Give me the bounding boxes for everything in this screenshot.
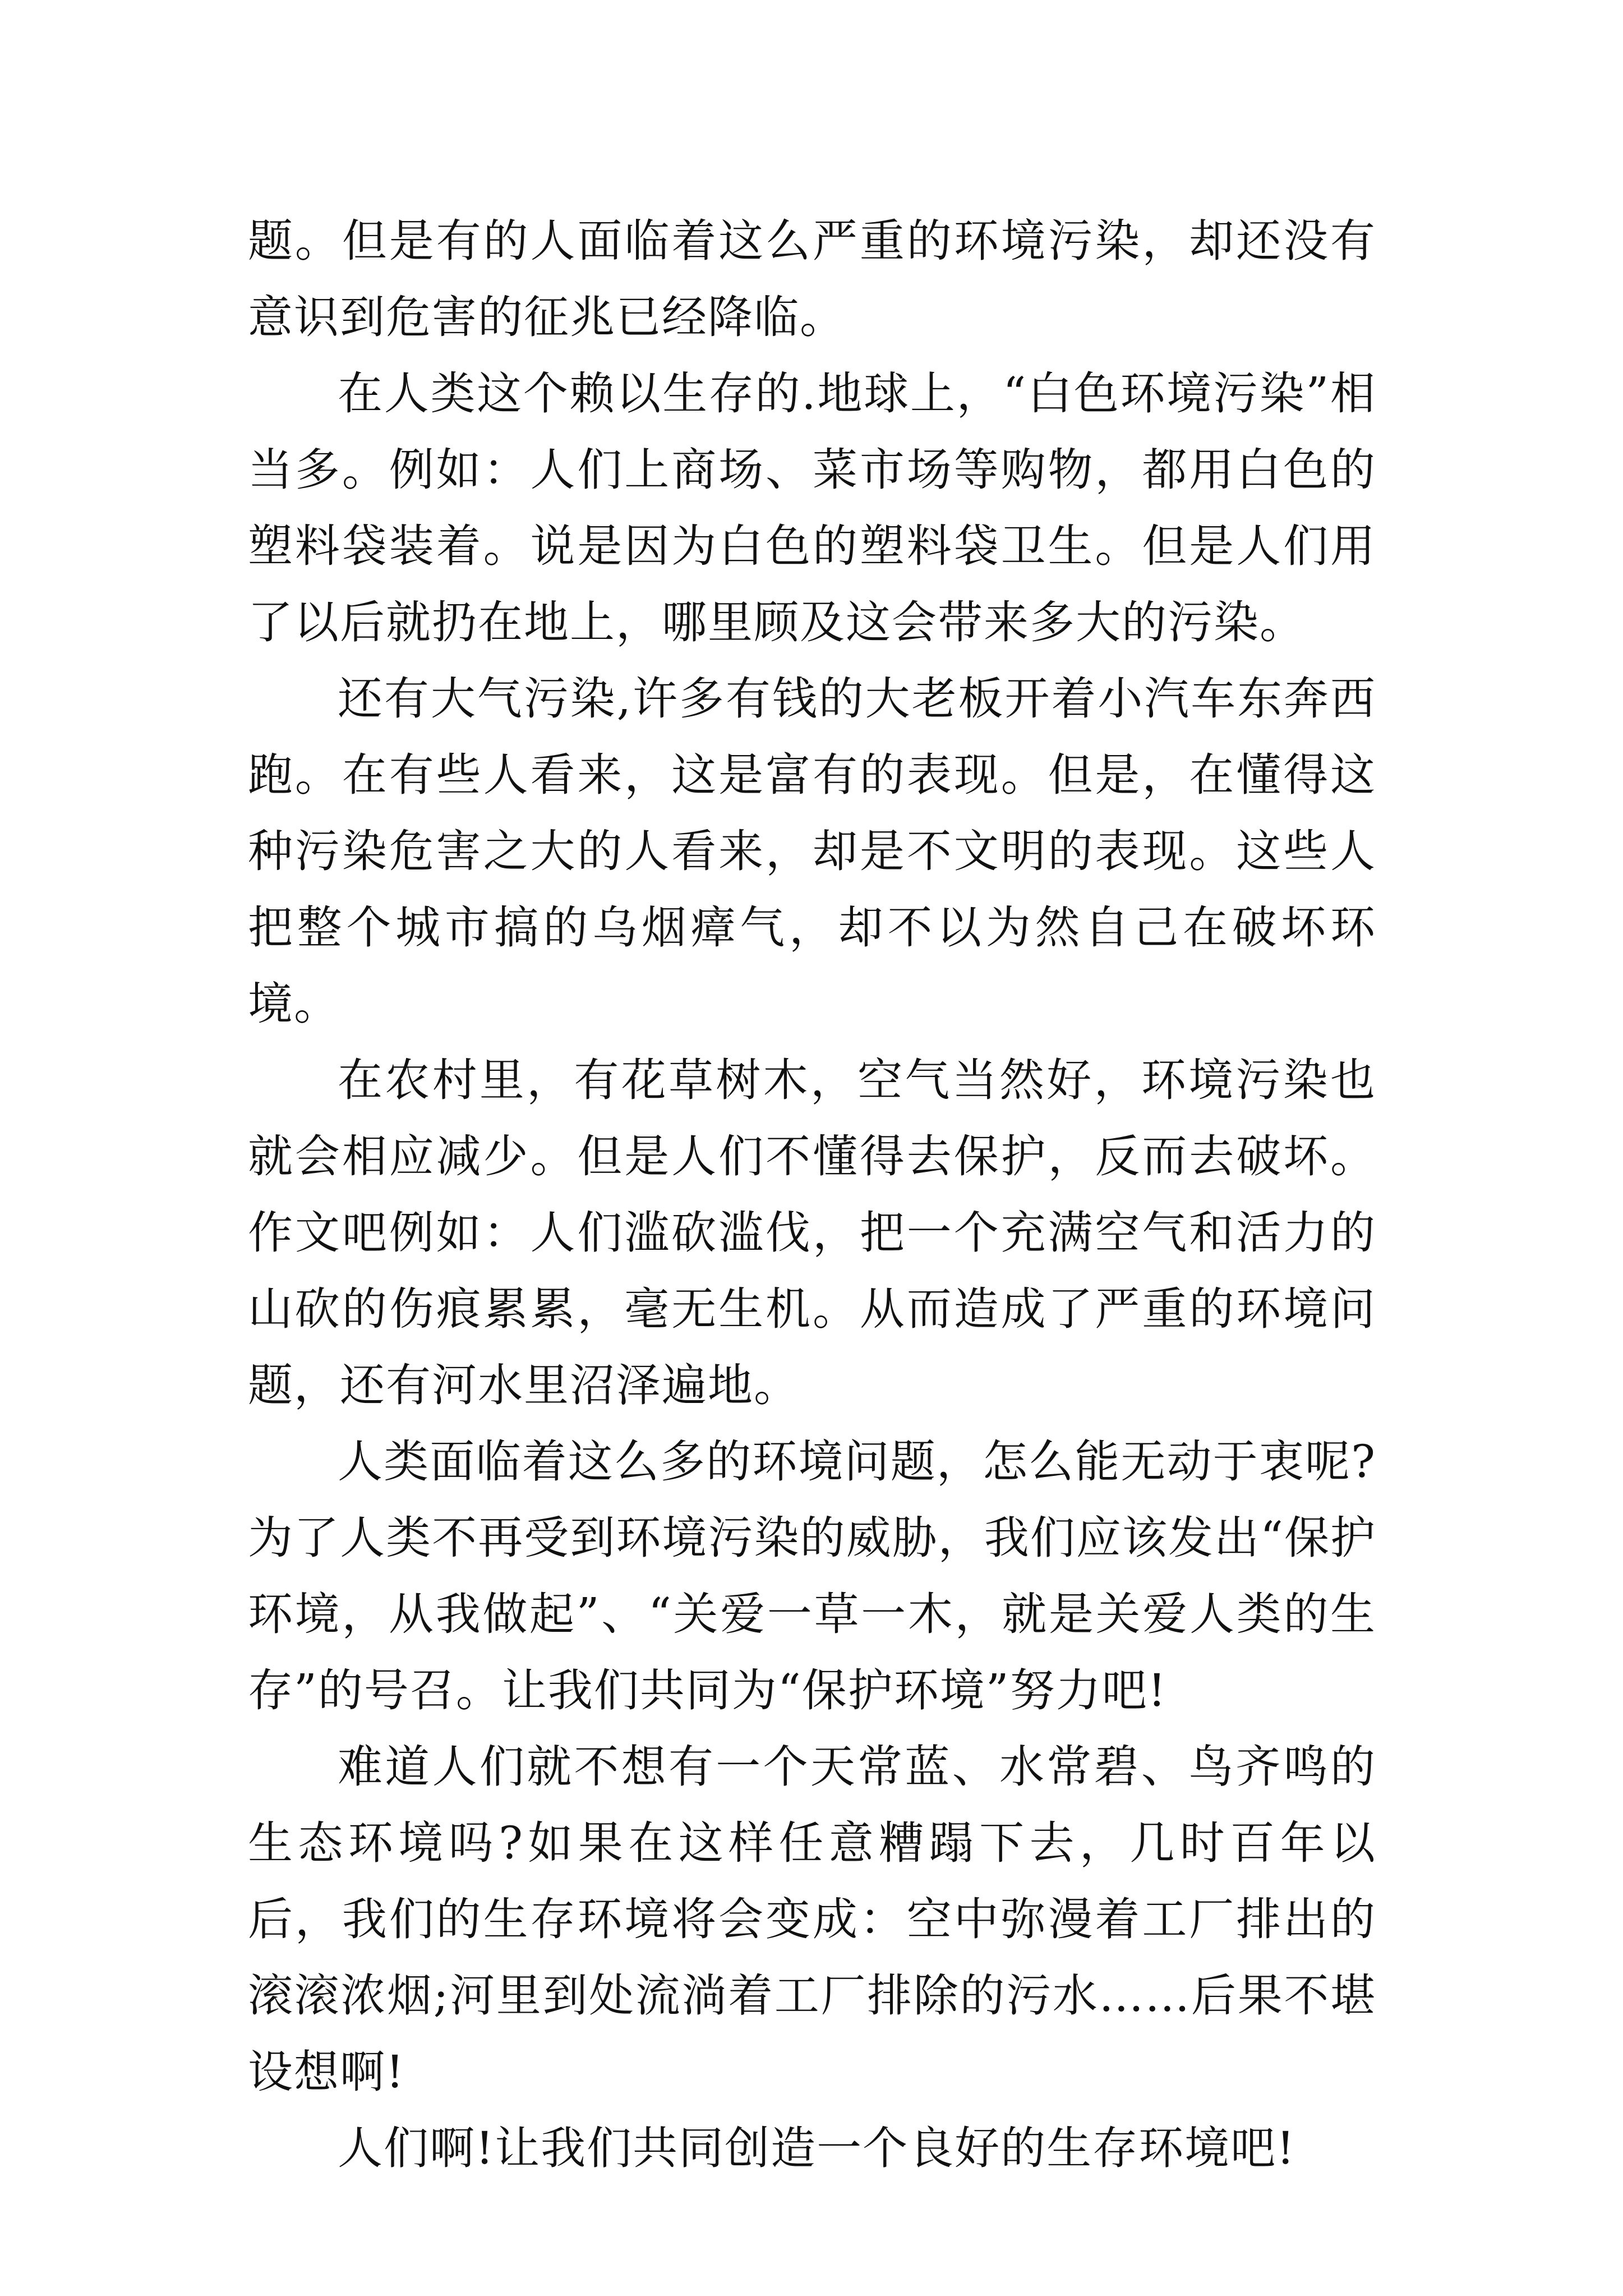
paragraph-call-to-action: 人类面临着这么多的环境问题，怎么能无动于衷呢?为了人类不再受到环境污染的威胁，我们应该发出“保护环境，从我做起”、“关爱一草一木，就是关爱人类的生存”的号召。让我们共同为“保护环境”努力吧!: [248, 1435, 1376, 1717]
paragraph-closing: 人们啊!让我们共同创造一个良好的生存环境吧!: [338, 2122, 1296, 2174]
paragraph-white-pollution: 在人类这个赖以生存的.地球上，“白色环境污染”相当多。例如：人们上商场、菜市场等购物，都用白色的塑料袋装着。说是因为白色的塑料袋卫生。但是人们用了以后就扔在地上，哪里顾及这会带来多大的污染。: [248, 367, 1376, 648]
paragraph-rural-environment: 在农村里，有花草树木，空气当然好，环境污染也就会相应减少。但是人们不懂得去保护，反而去破坏。作文吧例如：人们滥砍滥伐，把一个充满空气和活力的山砍的伤痕累累，毫无生机。从而造成了严重的环境问题，还有河水里沼泽遍地。: [248, 1054, 1376, 1411]
paragraph-continuation: 题。但是有的人面临着这么严重的环境污染，却还没有意识到危害的征兆已经降临。: [248, 215, 1376, 343]
paragraph-air-pollution: 还有大气污染,许多有钱的大老板开着小汽车东奔西跑。在有些人看来，这是富有的表现。但是，在懂得这种污染危害之大的人看来，却是不文明的表现。这些人把整个城市搞的乌烟瘴气，却不以为然自己在破坏环境。: [248, 673, 1376, 1030]
paragraph-future-consequences: 难道人们就不想有一个天常蓝、水常碧、鸟齐鸣的生态环境吗?如果在这样任意糟蹋下去，几时百年以后，我们的生存环境将会变成：空中弥漫着工厂排出的滚滚浓烟;河里到处流淌着工厂排除的污水……后果不堪设想啊!: [248, 1741, 1376, 2098]
essay-body: [248, 203, 1376, 2187]
